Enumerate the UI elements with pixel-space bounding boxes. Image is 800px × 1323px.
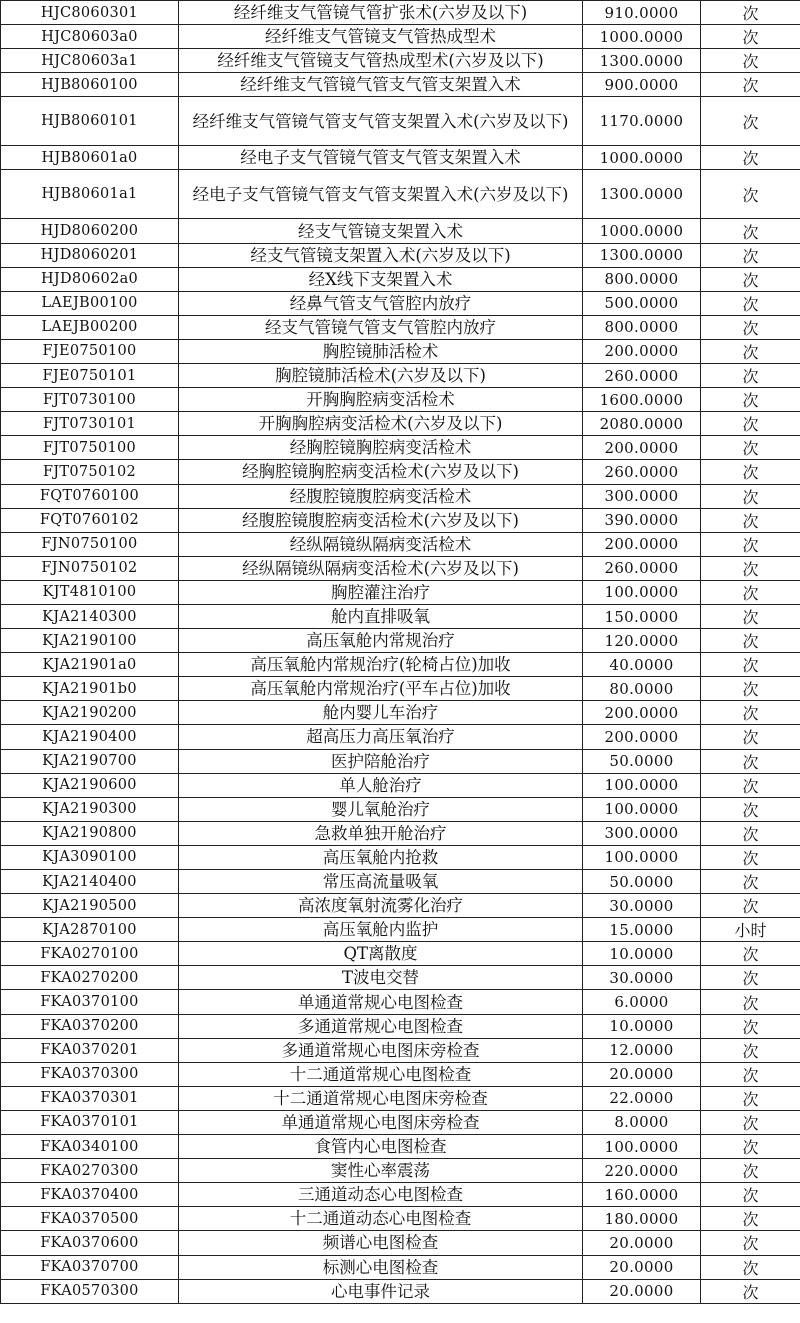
table-row (1, 797, 800, 821)
item-code-cell: FKA0370500 (1, 1207, 179, 1231)
item-unit-cell: 次 (701, 797, 800, 821)
item-code-cell: KJA2190300 (1, 797, 179, 821)
item-price-cell: 30.0000 (583, 966, 701, 990)
item-unit-cell: 次 (701, 677, 800, 701)
item-code-cell: KJT4810100 (1, 580, 179, 604)
table-row (1, 966, 800, 990)
table-row (1, 460, 800, 484)
item-code-cell: KJA2140400 (1, 870, 179, 894)
item-price-cell: 200.0000 (583, 725, 701, 749)
item-price-cell: 150.0000 (583, 604, 701, 628)
item-name-cell: 急救单独开舱治疗 (179, 821, 583, 845)
item-unit-cell: 次 (701, 1086, 800, 1110)
table-row (1, 1038, 800, 1062)
table-row (1, 1062, 800, 1086)
item-name-cell: 单通道常规心电图检查 (179, 990, 583, 1014)
item-code-cell: FKA0370200 (1, 1014, 179, 1038)
item-unit-cell: 次 (701, 990, 800, 1014)
table-row (1, 894, 800, 918)
item-code-cell: FKA0370700 (1, 1255, 179, 1279)
item-price-cell: 80.0000 (583, 677, 701, 701)
table-row (1, 315, 800, 339)
table-row (1, 1207, 800, 1231)
item-name-cell: 医护陪舱治疗 (179, 749, 583, 773)
item-code-cell: KJA2190400 (1, 725, 179, 749)
table-row (1, 291, 800, 315)
item-unit-cell: 次 (701, 146, 800, 170)
item-code-cell: FKA0370201 (1, 1038, 179, 1062)
item-price-cell: 260.0000 (583, 460, 701, 484)
item-name-cell: 高压氧舱内常规治疗(轮椅占位)加收 (179, 653, 583, 677)
item-code-cell: FJT0750100 (1, 436, 179, 460)
item-code-cell: FKA0370301 (1, 1086, 179, 1110)
table-row (1, 388, 800, 412)
item-code-cell: HJC80603a1 (1, 49, 179, 73)
table-row (1, 170, 800, 219)
table-row (1, 49, 800, 73)
item-price-cell: 50.0000 (583, 749, 701, 773)
item-unit-cell: 次 (701, 1110, 800, 1134)
item-code-cell: LAEJB00100 (1, 291, 179, 315)
item-name-cell: 舱内婴儿车治疗 (179, 701, 583, 725)
item-name-cell: 心电事件记录 (179, 1279, 583, 1303)
item-name-cell: 经电子支气管镜气管支气管支架置入术(六岁及以下) (179, 170, 583, 219)
item-unit-cell: 次 (701, 870, 800, 894)
table-row (1, 532, 800, 556)
item-unit-cell: 次 (701, 701, 800, 725)
item-price-cell: 800.0000 (583, 315, 701, 339)
item-unit-cell: 次 (701, 315, 800, 339)
item-code-cell: FKA0370100 (1, 990, 179, 1014)
item-price-cell: 1170.0000 (583, 97, 701, 146)
table-row (1, 436, 800, 460)
item-name-cell: 十二通道常规心电图床旁检查 (179, 1086, 583, 1110)
item-code-cell: FJN0750100 (1, 532, 179, 556)
item-name-cell: 胸腔镜肺活检术(六岁及以下) (179, 364, 583, 388)
item-price-cell: 30.0000 (583, 894, 701, 918)
item-unit-cell: 次 (701, 532, 800, 556)
item-unit-cell: 次 (701, 484, 800, 508)
item-name-cell: 标测心电图检查 (179, 1255, 583, 1279)
item-price-cell: 200.0000 (583, 339, 701, 363)
table-row (1, 1014, 800, 1038)
table-row (1, 580, 800, 604)
item-unit-cell: 次 (701, 25, 800, 49)
item-price-cell: 100.0000 (583, 845, 701, 869)
item-unit-cell: 次 (701, 508, 800, 532)
item-code-cell: HJB8060101 (1, 97, 179, 146)
item-unit-cell: 次 (701, 97, 800, 146)
item-code-cell: KJA3090100 (1, 845, 179, 869)
item-code-cell: FQT0760102 (1, 508, 179, 532)
item-unit-cell: 次 (701, 291, 800, 315)
item-name-cell: 经胸腔镜胸腔病变活检术 (179, 436, 583, 460)
item-code-cell: KJA2190600 (1, 773, 179, 797)
item-name-cell: 超高压力高压氧治疗 (179, 725, 583, 749)
item-code-cell: HJB80601a0 (1, 146, 179, 170)
item-name-cell: 高压氧舱内监护 (179, 918, 583, 942)
item-name-cell: 开胸胸腔病变活检术(六岁及以下) (179, 412, 583, 436)
item-name-cell: 经支气管镜支架置入术 (179, 219, 583, 243)
item-price-cell: 1300.0000 (583, 170, 701, 219)
item-price-cell: 15.0000 (583, 918, 701, 942)
table-row (1, 773, 800, 797)
item-code-cell: KJA2140300 (1, 604, 179, 628)
item-unit-cell: 次 (701, 364, 800, 388)
item-name-cell: 三通道动态心电图检查 (179, 1183, 583, 1207)
item-price-cell: 900.0000 (583, 73, 701, 97)
item-code-cell: KJA21901b0 (1, 677, 179, 701)
table-row (1, 339, 800, 363)
item-price-cell: 300.0000 (583, 821, 701, 845)
item-unit-cell: 次 (701, 1038, 800, 1062)
table-row (1, 629, 800, 653)
item-code-cell: KJA2190500 (1, 894, 179, 918)
item-name-cell: 舱内直排吸氧 (179, 604, 583, 628)
item-name-cell: 经腹腔镜腹腔病变活检术(六岁及以下) (179, 508, 583, 532)
item-unit-cell: 次 (701, 412, 800, 436)
item-unit-cell: 次 (701, 170, 800, 219)
item-price-cell: 8.0000 (583, 1110, 701, 1134)
table-row (1, 701, 800, 725)
item-unit-cell: 次 (701, 1255, 800, 1279)
table-row (1, 73, 800, 97)
item-name-cell: 多通道常规心电图床旁检查 (179, 1038, 583, 1062)
item-code-cell: KJA2190200 (1, 701, 179, 725)
item-price-cell: 200.0000 (583, 436, 701, 460)
item-name-cell: 窦性心率震荡 (179, 1159, 583, 1183)
item-name-cell: 经胸腔镜胸腔病变活检术(六岁及以下) (179, 460, 583, 484)
item-name-cell: 婴儿氧舱治疗 (179, 797, 583, 821)
item-code-cell: FKA0270100 (1, 942, 179, 966)
table-row (1, 25, 800, 49)
item-price-cell: 10.0000 (583, 942, 701, 966)
table-row (1, 146, 800, 170)
table-row (1, 1231, 800, 1255)
item-price-cell: 1300.0000 (583, 49, 701, 73)
table-row (1, 1255, 800, 1279)
item-price-cell: 500.0000 (583, 291, 701, 315)
table-row (1, 1110, 800, 1134)
item-name-cell: 经支气管镜支架置入术(六岁及以下) (179, 243, 583, 267)
item-name-cell: 经电子支气管镜气管支气管支架置入术 (179, 146, 583, 170)
item-price-cell: 390.0000 (583, 508, 701, 532)
item-unit-cell: 次 (701, 725, 800, 749)
item-code-cell: FKA0340100 (1, 1135, 179, 1159)
item-price-cell: 50.0000 (583, 870, 701, 894)
item-code-cell: FKA0370101 (1, 1110, 179, 1134)
item-code-cell: HJC80603a0 (1, 25, 179, 49)
item-price-cell: 260.0000 (583, 556, 701, 580)
item-name-cell: 常压高流量吸氧 (179, 870, 583, 894)
table-row (1, 845, 800, 869)
item-price-cell: 300.0000 (583, 484, 701, 508)
item-name-cell: 单人舱治疗 (179, 773, 583, 797)
item-code-cell: HJD8060201 (1, 243, 179, 267)
item-unit-cell: 次 (701, 1, 800, 25)
item-unit-cell: 次 (701, 243, 800, 267)
item-name-cell: 经鼻气管支气管腔内放疗 (179, 291, 583, 315)
table-row (1, 508, 800, 532)
item-name-cell: 胸腔镜肺活检术 (179, 339, 583, 363)
item-name-cell: 食管内心电图检查 (179, 1135, 583, 1159)
item-name-cell: 高压氧舱内抢救 (179, 845, 583, 869)
table-row (1, 97, 800, 146)
item-price-cell: 120.0000 (583, 629, 701, 653)
item-name-cell: 高压氧舱内常规治疗 (179, 629, 583, 653)
item-name-cell: 十二通道常规心电图检查 (179, 1062, 583, 1086)
item-price-cell: 6.0000 (583, 990, 701, 1014)
item-name-cell: 高浓度氧射流雾化治疗 (179, 894, 583, 918)
table-row (1, 1159, 800, 1183)
item-code-cell: FKA0370600 (1, 1231, 179, 1255)
table-row (1, 870, 800, 894)
item-code-cell: FJN0750102 (1, 556, 179, 580)
item-unit-cell: 次 (701, 1159, 800, 1183)
table-row (1, 1135, 800, 1159)
item-name-cell: 频谱心电图检查 (179, 1231, 583, 1255)
item-price-cell: 100.0000 (583, 773, 701, 797)
item-name-cell: 经支气管镜气管支气管腔内放疗 (179, 315, 583, 339)
table-row (1, 364, 800, 388)
table-row (1, 556, 800, 580)
fee-table-body (1, 1, 800, 1304)
table-row (1, 942, 800, 966)
item-name-cell: 经纤维支气管镜气管扩张术(六岁及以下) (179, 1, 583, 25)
item-code-cell: KJA2870100 (1, 918, 179, 942)
item-unit-cell: 次 (701, 653, 800, 677)
item-unit-cell: 次 (701, 1183, 800, 1207)
item-price-cell: 1300.0000 (583, 243, 701, 267)
table-row (1, 821, 800, 845)
item-price-cell: 100.0000 (583, 1135, 701, 1159)
table-row (1, 267, 800, 291)
item-price-cell: 20.0000 (583, 1279, 701, 1303)
item-unit-cell: 次 (701, 460, 800, 484)
item-price-cell: 180.0000 (583, 1207, 701, 1231)
item-code-cell: FKA0370400 (1, 1183, 179, 1207)
item-name-cell: 经纤维支气管镜气管支气管支架置入术(六岁及以下) (179, 97, 583, 146)
item-unit-cell: 次 (701, 773, 800, 797)
table-row (1, 677, 800, 701)
table-row (1, 749, 800, 773)
table-row (1, 1279, 800, 1303)
item-price-cell: 1000.0000 (583, 219, 701, 243)
item-unit-cell: 次 (701, 749, 800, 773)
item-price-cell: 260.0000 (583, 364, 701, 388)
item-code-cell: KJA2190100 (1, 629, 179, 653)
item-unit-cell: 次 (701, 604, 800, 628)
item-name-cell: 胸腔灌注治疗 (179, 580, 583, 604)
item-price-cell: 200.0000 (583, 532, 701, 556)
item-code-cell: FJE0750100 (1, 339, 179, 363)
item-code-cell: FKA0270300 (1, 1159, 179, 1183)
item-price-cell: 20.0000 (583, 1062, 701, 1086)
item-name-cell: 开胸胸腔病变活检术 (179, 388, 583, 412)
item-unit-cell: 次 (701, 388, 800, 412)
item-unit-cell: 次 (701, 845, 800, 869)
item-price-cell: 220.0000 (583, 1159, 701, 1183)
item-code-cell: KJA2190700 (1, 749, 179, 773)
table-row (1, 1, 800, 25)
item-name-cell: 多通道常规心电图检查 (179, 1014, 583, 1038)
item-name-cell: 经纵隔镜纵隔病变活检术 (179, 532, 583, 556)
item-price-cell: 20.0000 (583, 1231, 701, 1255)
item-unit-cell: 次 (701, 1231, 800, 1255)
table-row (1, 412, 800, 436)
table-row (1, 219, 800, 243)
table-row (1, 918, 800, 942)
item-price-cell: 100.0000 (583, 797, 701, 821)
item-name-cell: 经腹腔镜腹腔病变活检术 (179, 484, 583, 508)
item-unit-cell: 次 (701, 1279, 800, 1303)
item-unit-cell: 次 (701, 339, 800, 363)
item-code-cell: HJD80602a0 (1, 267, 179, 291)
item-name-cell: 经X线下支架置入术 (179, 267, 583, 291)
item-unit-cell: 次 (701, 580, 800, 604)
item-unit-cell: 次 (701, 894, 800, 918)
table-row (1, 484, 800, 508)
item-price-cell: 160.0000 (583, 1183, 701, 1207)
item-code-cell: FJT0730101 (1, 412, 179, 436)
item-code-cell: FKA0270200 (1, 966, 179, 990)
item-code-cell: LAEJB00200 (1, 315, 179, 339)
item-price-cell: 100.0000 (583, 580, 701, 604)
item-name-cell: 经纵隔镜纵隔病变活检术(六岁及以下) (179, 556, 583, 580)
item-code-cell: HJB80601a1 (1, 170, 179, 219)
item-code-cell: FJT0750102 (1, 460, 179, 484)
item-unit-cell: 次 (701, 966, 800, 990)
table-row (1, 1183, 800, 1207)
item-name-cell: QT离散度 (179, 942, 583, 966)
item-unit-cell: 次 (701, 1135, 800, 1159)
item-name-cell: 十二通道动态心电图检查 (179, 1207, 583, 1231)
table-row (1, 1086, 800, 1110)
table-row (1, 604, 800, 628)
item-unit-cell: 次 (701, 267, 800, 291)
table-row (1, 990, 800, 1014)
item-code-cell: FQT0760100 (1, 484, 179, 508)
item-price-cell: 2080.0000 (583, 412, 701, 436)
item-price-cell: 1000.0000 (583, 146, 701, 170)
item-price-cell: 12.0000 (583, 1038, 701, 1062)
item-price-cell: 20.0000 (583, 1255, 701, 1279)
item-code-cell: HJD8060200 (1, 219, 179, 243)
item-code-cell: FJE0750101 (1, 364, 179, 388)
item-name-cell: 经纤维支气管镜气管支气管支架置入术 (179, 73, 583, 97)
item-name-cell: 单通道常规心电图床旁检查 (179, 1110, 583, 1134)
item-name-cell: 高压氧舱内常规治疗(平车占位)加收 (179, 677, 583, 701)
item-code-cell: FKA0370300 (1, 1062, 179, 1086)
item-code-cell: FKA0570300 (1, 1279, 179, 1303)
item-code-cell: KJA21901a0 (1, 653, 179, 677)
item-price-cell: 22.0000 (583, 1086, 701, 1110)
table-row (1, 725, 800, 749)
item-code-cell: FJT0730100 (1, 388, 179, 412)
item-price-cell: 200.0000 (583, 701, 701, 725)
table-row (1, 653, 800, 677)
item-unit-cell: 次 (701, 942, 800, 966)
item-unit-cell: 次 (701, 436, 800, 460)
item-price-cell: 10.0000 (583, 1014, 701, 1038)
item-price-cell: 1000.0000 (583, 25, 701, 49)
item-unit-cell: 次 (701, 556, 800, 580)
item-unit-cell: 次 (701, 629, 800, 653)
item-name-cell: T波电交替 (179, 966, 583, 990)
item-unit-cell: 次 (701, 1207, 800, 1231)
item-name-cell: 经纤维支气管镜支气管热成型术(六岁及以下) (179, 49, 583, 73)
item-unit-cell: 次 (701, 821, 800, 845)
item-price-cell: 800.0000 (583, 267, 701, 291)
item-unit-cell: 次 (701, 1062, 800, 1086)
item-unit-cell: 小时 (701, 918, 800, 942)
table-row (1, 243, 800, 267)
item-unit-cell: 次 (701, 73, 800, 97)
item-price-cell: 1600.0000 (583, 388, 701, 412)
item-unit-cell: 次 (701, 219, 800, 243)
item-code-cell: HJB8060100 (1, 73, 179, 97)
item-unit-cell: 次 (701, 1014, 800, 1038)
item-unit-cell: 次 (701, 49, 800, 73)
item-code-cell: HJC8060301 (1, 1, 179, 25)
item-name-cell: 经纤维支气管镜支气管热成型术 (179, 25, 583, 49)
item-price-cell: 40.0000 (583, 653, 701, 677)
item-price-cell: 910.0000 (583, 1, 701, 25)
item-code-cell: KJA2190800 (1, 821, 179, 845)
